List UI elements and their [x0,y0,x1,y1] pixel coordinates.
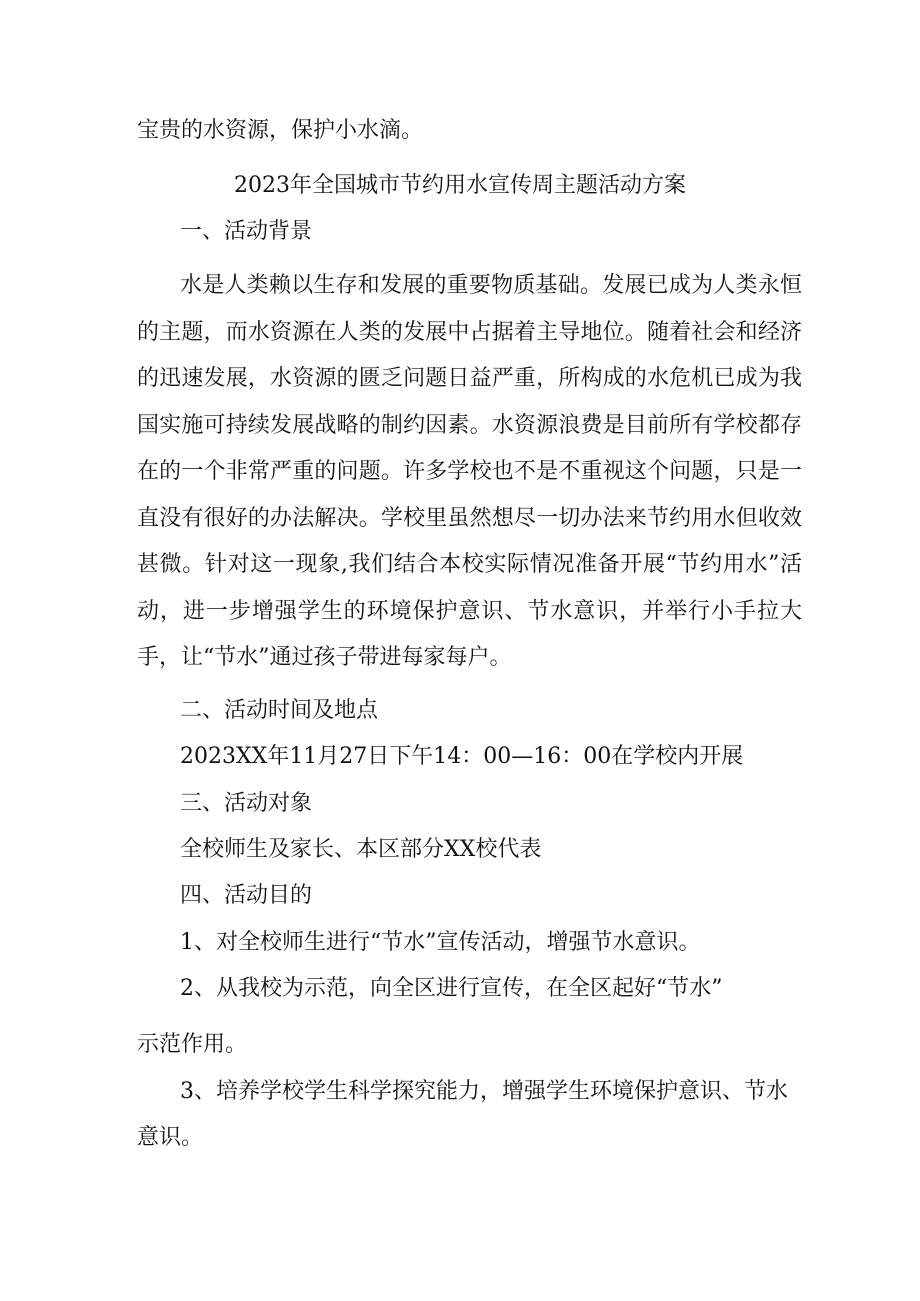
section-heading-background: 一、活动背景 [180,219,313,244]
section-heading-goals: 四、活动目的 [180,883,313,908]
section-heading-audience: 三、活动对象 [180,791,313,816]
goal-item-1: 1、对全校师生进行“节水”宣传活动，增强节水意识。 [180,930,701,955]
intro-tail-text: 宝贵的水资源，保护小水滴。 [137,118,424,143]
goal-item-3-line-2: 意识。 [137,1125,204,1150]
section-heading-time-place: 二、活动时间及地点 [180,698,379,723]
time-place-text: 2023XX年11月27日下午14：00—16：00在学校内开展 [180,744,744,769]
goal-item-2-line-1: 2、从我校为示范，向全区进行宣传，在全区起好“节水” [180,976,723,1001]
goal-item-2-line-2: 示范作用。 [137,1032,248,1057]
background-paragraph: 水是人类赖以生存和发展的重要物质基础。发展已成为人类永恒的主题，而水资源在人类的发展中占据着主导地位。随着社会和经济的迅速发展，水资源的匮乏问题日益严重，所构成的水危机已成为我国实施可持续发展战略的制约因素。水资源浪费是目前所有学校都存在的一个非常严重的问题。许多学校也不是不重视这个问题，只是一直没有很好的办法解决。学校里虽然想尽一切办法来节约用水但收效甚微。针对这一现象,我们结合本校实际情况准备开展“节约用水”活动，进一步增强学生的环境保护意识、节水意识，并举行小手拉大手，让“节水”通过孩子带进每家每户。 [137,273,802,670]
document-title: 2023年全国城市节约用水宣传周主题活动方案 [234,173,686,198]
goal-item-3-line-1: 3、培养学校学生科学探究能力，增强学生环境保护意识、节水 [180,1079,788,1104]
audience-text: 全校师生及家长、本区部分XX校代表 [180,837,542,862]
